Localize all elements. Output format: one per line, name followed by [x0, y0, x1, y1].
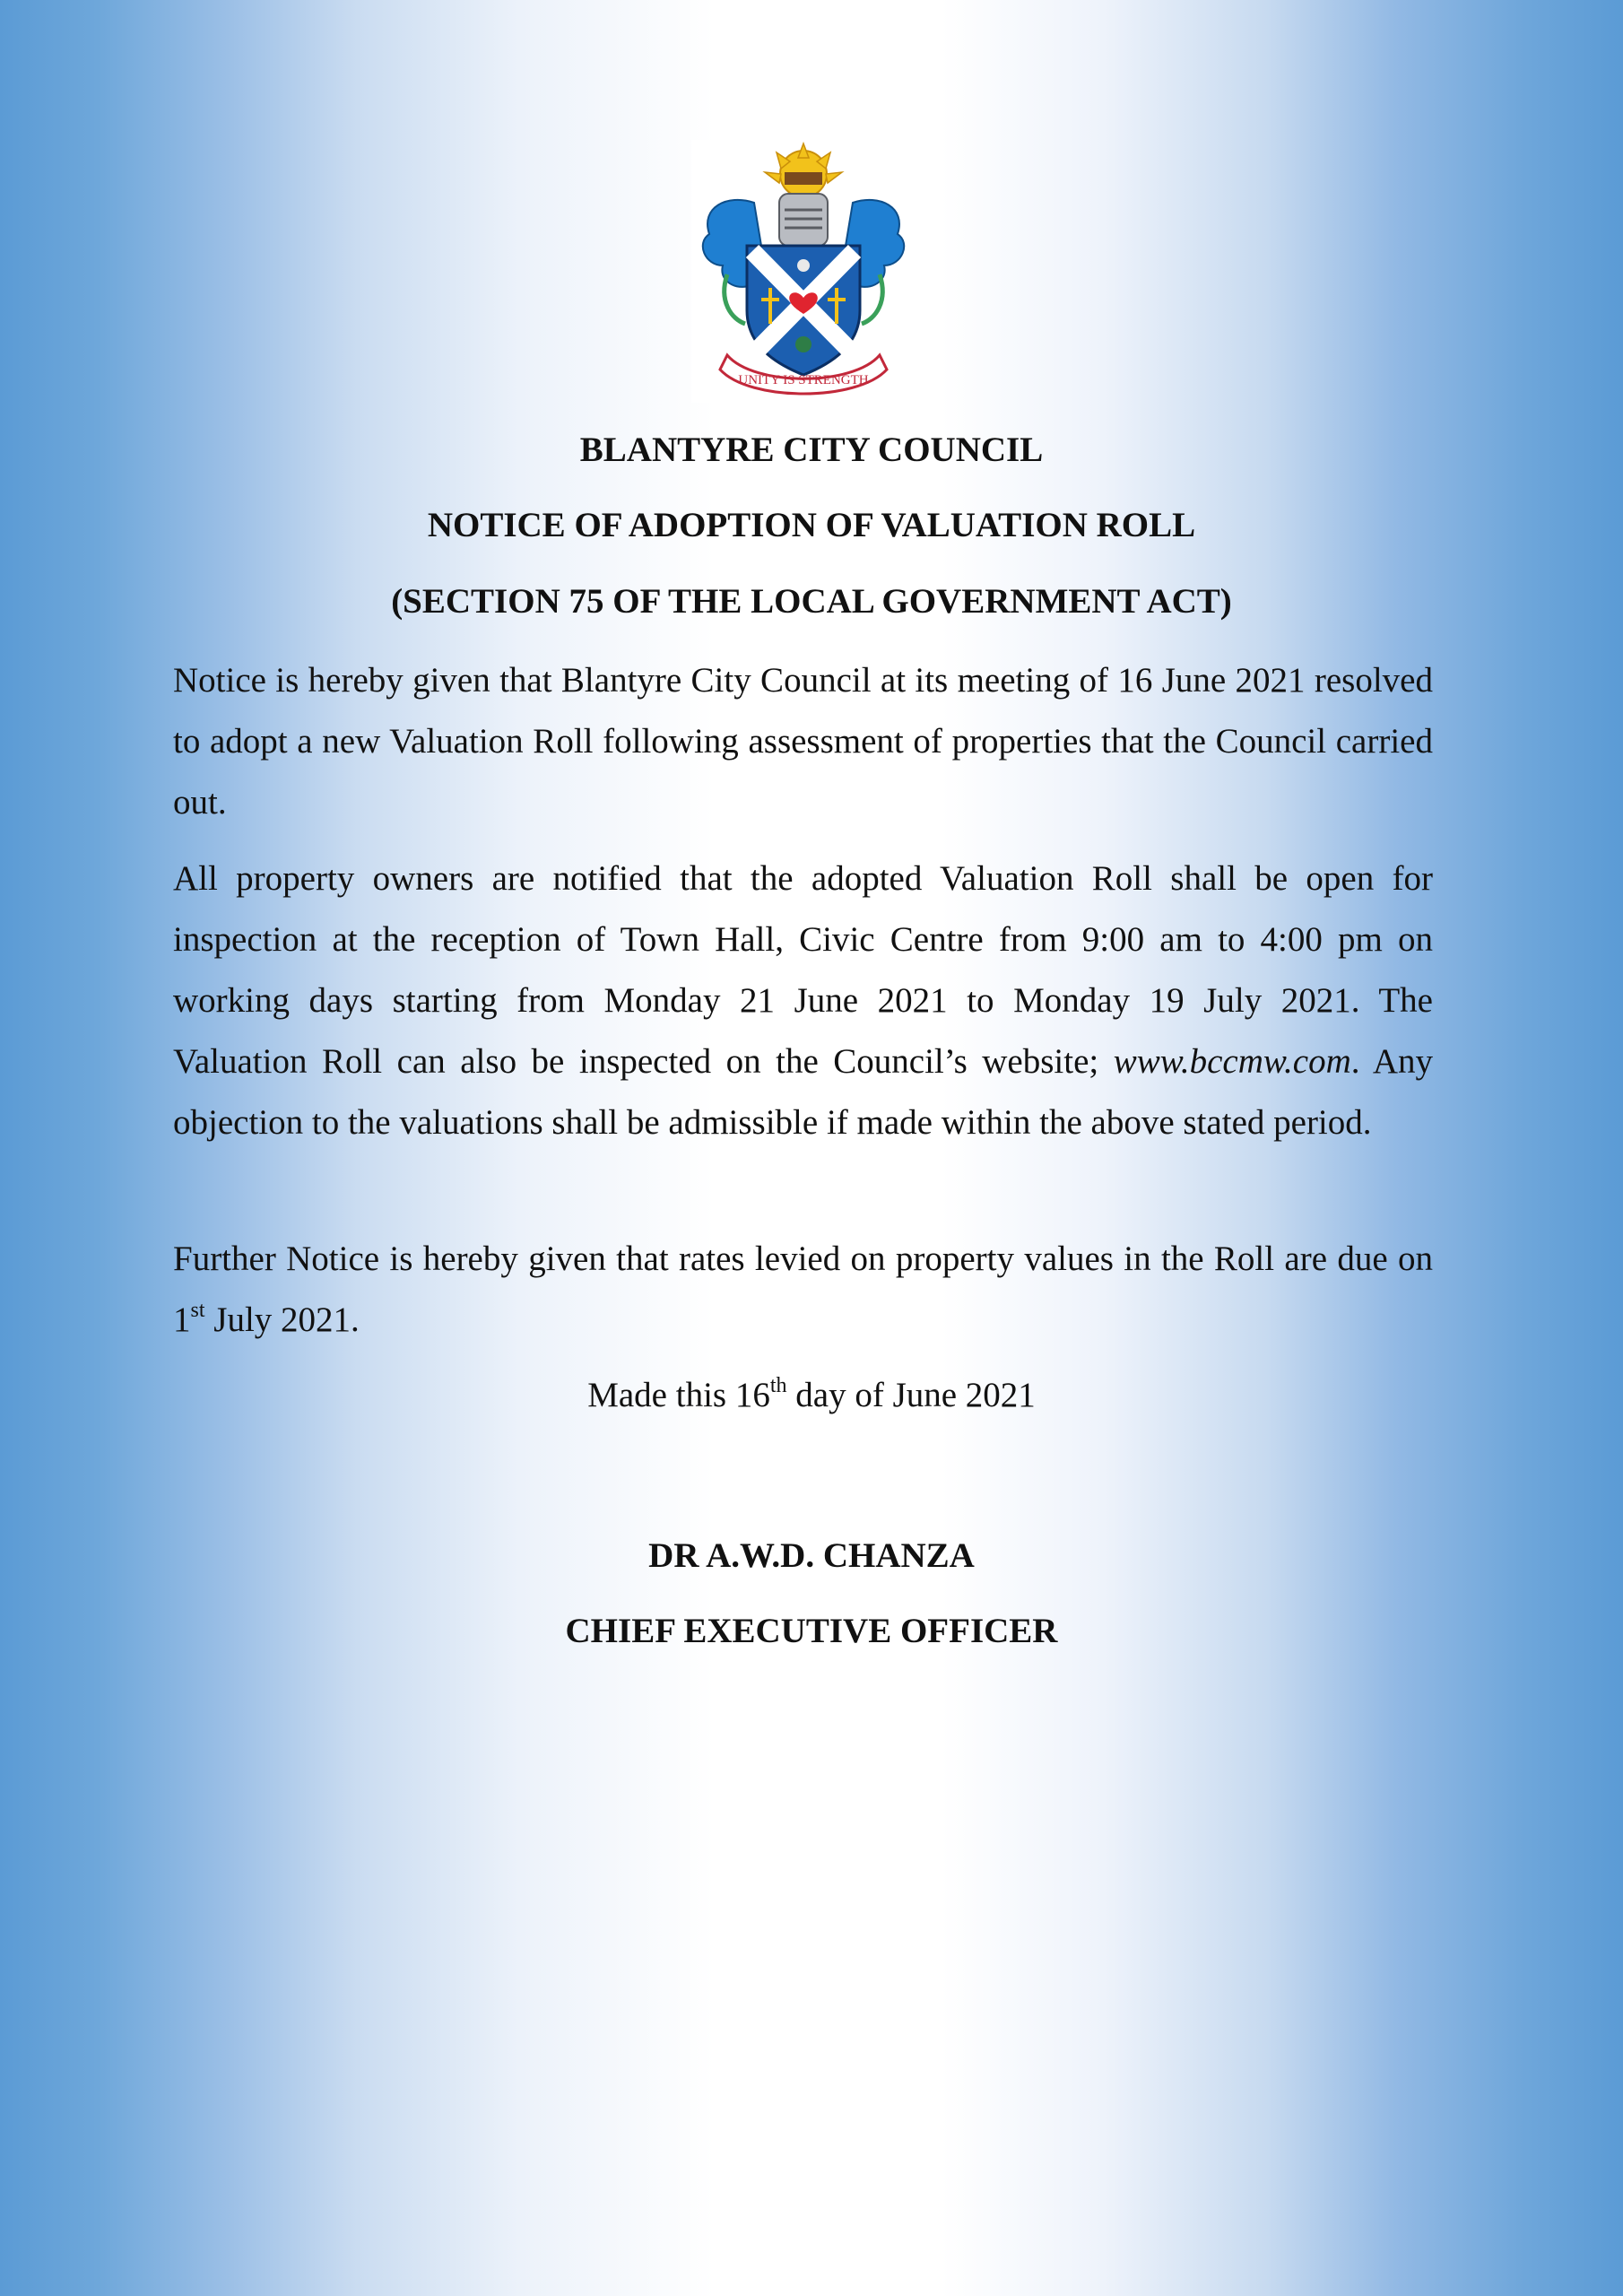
made-date-line [0, 1374, 1623, 1417]
signatory-title: CHIEF EXECUTIVE OFFICER [565, 1612, 1058, 1650]
made-superscript: th [769, 1374, 787, 1397]
rates-due-text-before: Further Notice is hereby given that rates levied on property values in the Roll are due on 1 [173, 1239, 1433, 1339]
rates-due-text-after: July 2021. [204, 1300, 360, 1339]
coat-of-arms-icon [691, 140, 916, 403]
website-link[interactable]: www.bccmw.com [1113, 1042, 1351, 1081]
motto-text: UNITY IS STRENGTH [738, 373, 869, 387]
made-text-before: Made this 16 [587, 1376, 770, 1414]
paragraph-inspection-part-1: All property owners are notified that the adopted Valuation Roll shall be open for inspection at the reception of Town Hall, Civic Centre from 9:00 am to 4:00 pm on working days starting from Monday 21 June 2021 to Monday 19 July 2021. The Valuation Roll can also be inspected on the Council’s website; [173, 859, 1433, 1081]
paragraph-inspection-part-2: . Any objection to the valuations shall be admissible if made within the above stated period. [173, 1042, 1434, 1142]
paragraph-adoption: Notice is hereby given that Blantyre City Council at its meeting of 16 June 2021 resolved to adopt a new Valuation Roll following assessment of properties that the Council carried out. [173, 661, 1433, 822]
sun-crest-icon [765, 144, 842, 197]
notice-title-heading: NOTICE OF ADOPTION OF VALUATION ROLL [427, 506, 1196, 544]
signatory-name: DR A.W.D. CHANZA [648, 1536, 975, 1575]
council-name-heading: BLANTYRE CITY COUNCIL [579, 430, 1044, 469]
helmet-icon [779, 194, 828, 246]
paragraph-rates-due [173, 1229, 1433, 1351]
paragraph-inspection [173, 848, 1433, 1153]
made-text-after: day of June 2021 [786, 1376, 1036, 1414]
rates-due-superscript: st [190, 1299, 205, 1322]
notice-subtitle-heading: (SECTION 75 OF THE LOCAL GOVERNMENT ACT) [391, 582, 1232, 621]
shield-icon [747, 246, 860, 375]
coat-of-arms-graphic [691, 140, 916, 403]
